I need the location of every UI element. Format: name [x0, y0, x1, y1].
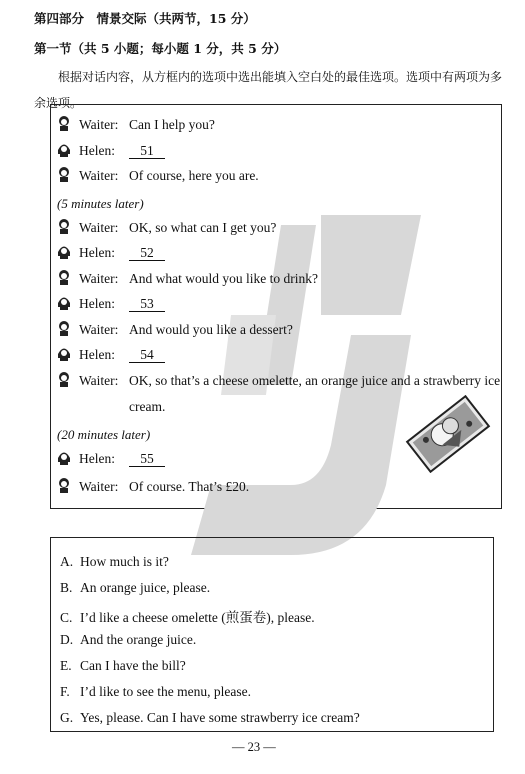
- dialog-box: [50, 104, 502, 509]
- options-box: [50, 537, 494, 732]
- option-g[interactable]: G. Yes, please. Can I have some strawberry ice cream?: [60, 710, 360, 725]
- speech-text: Of course. That’s £20.: [129, 479, 250, 494]
- answer-blank-55[interactable]: 55: [129, 451, 165, 467]
- speaker-label: Helen:: [79, 245, 115, 260]
- speaker-label: Waiter:: [79, 373, 119, 388]
- speech-text: OK, so that’s a cheese omelette, an orange juice and a strawberry ice: [129, 373, 501, 388]
- waiter-icon: [57, 477, 71, 493]
- instruction-text: 根据对话内容，从方框内的选项中选出能填入空白处的最佳选项。选项中有两项为多余选项。: [34, 70, 503, 110]
- ice-cream-illustration: [403, 395, 493, 473]
- section-title: 第四部分 情景交际（共两节，15 分）: [34, 11, 256, 26]
- answer-blank-52[interactable]: 52: [129, 245, 165, 261]
- time-note: (20 minutes later): [57, 427, 151, 442]
- helen-icon: [57, 243, 71, 259]
- waiter-icon: [57, 320, 71, 336]
- helen-icon: [57, 294, 71, 310]
- speaker-label: Helen:: [79, 296, 115, 311]
- answer-blank-54[interactable]: 54: [129, 347, 165, 363]
- waiter-icon: [57, 371, 71, 387]
- speech-text: And would you like a dessert?: [129, 322, 293, 337]
- helen-icon: [57, 345, 71, 361]
- speech-text: OK, so what can I get you?: [129, 220, 277, 235]
- option-a[interactable]: A. How much is it?: [60, 554, 169, 569]
- helen-icon: [57, 449, 71, 465]
- speaker-label: Waiter:: [79, 220, 119, 235]
- speech-text-continued: cream.: [129, 399, 166, 414]
- waiter-icon: [57, 218, 71, 234]
- section-subtitle: 第一节（共 5 小题；每小题 1 分，共 5 分）: [34, 41, 287, 56]
- speaker-label: Waiter:: [79, 322, 119, 337]
- option-b[interactable]: B. An orange juice, please.: [60, 580, 211, 595]
- answer-blank-51[interactable]: 51: [129, 143, 165, 159]
- waiter-icon: [57, 166, 71, 182]
- answer-blank-53[interactable]: 53: [129, 296, 165, 312]
- speaker-label: Helen:: [79, 143, 115, 158]
- speech-text: Of course, here you are.: [129, 168, 259, 183]
- option-e[interactable]: E. Can I have the bill?: [60, 658, 186, 673]
- speech-text: Can I help you?: [129, 117, 215, 132]
- speaker-label: Helen:: [79, 347, 115, 362]
- option-d[interactable]: D. And the orange juice.: [60, 632, 197, 647]
- page-number: — 23 —: [232, 740, 276, 754]
- option-f[interactable]: F. I’d like to see the menu, please.: [60, 684, 251, 699]
- speaker-label: Waiter:: [79, 479, 119, 494]
- speech-text: And what would you like to drink?: [129, 271, 318, 286]
- waiter-icon: [57, 269, 71, 285]
- option-c[interactable]: C. I’d like a cheese omelette (煎蛋卷), please.: [60, 610, 315, 625]
- speaker-label: Waiter:: [79, 271, 119, 286]
- helen-icon: [57, 141, 71, 157]
- speaker-label: Waiter:: [79, 168, 119, 183]
- speaker-label: Helen:: [79, 451, 115, 466]
- waiter-icon: [57, 115, 71, 131]
- speaker-label: Waiter:: [79, 117, 119, 132]
- time-note: (5 minutes later): [57, 196, 144, 211]
